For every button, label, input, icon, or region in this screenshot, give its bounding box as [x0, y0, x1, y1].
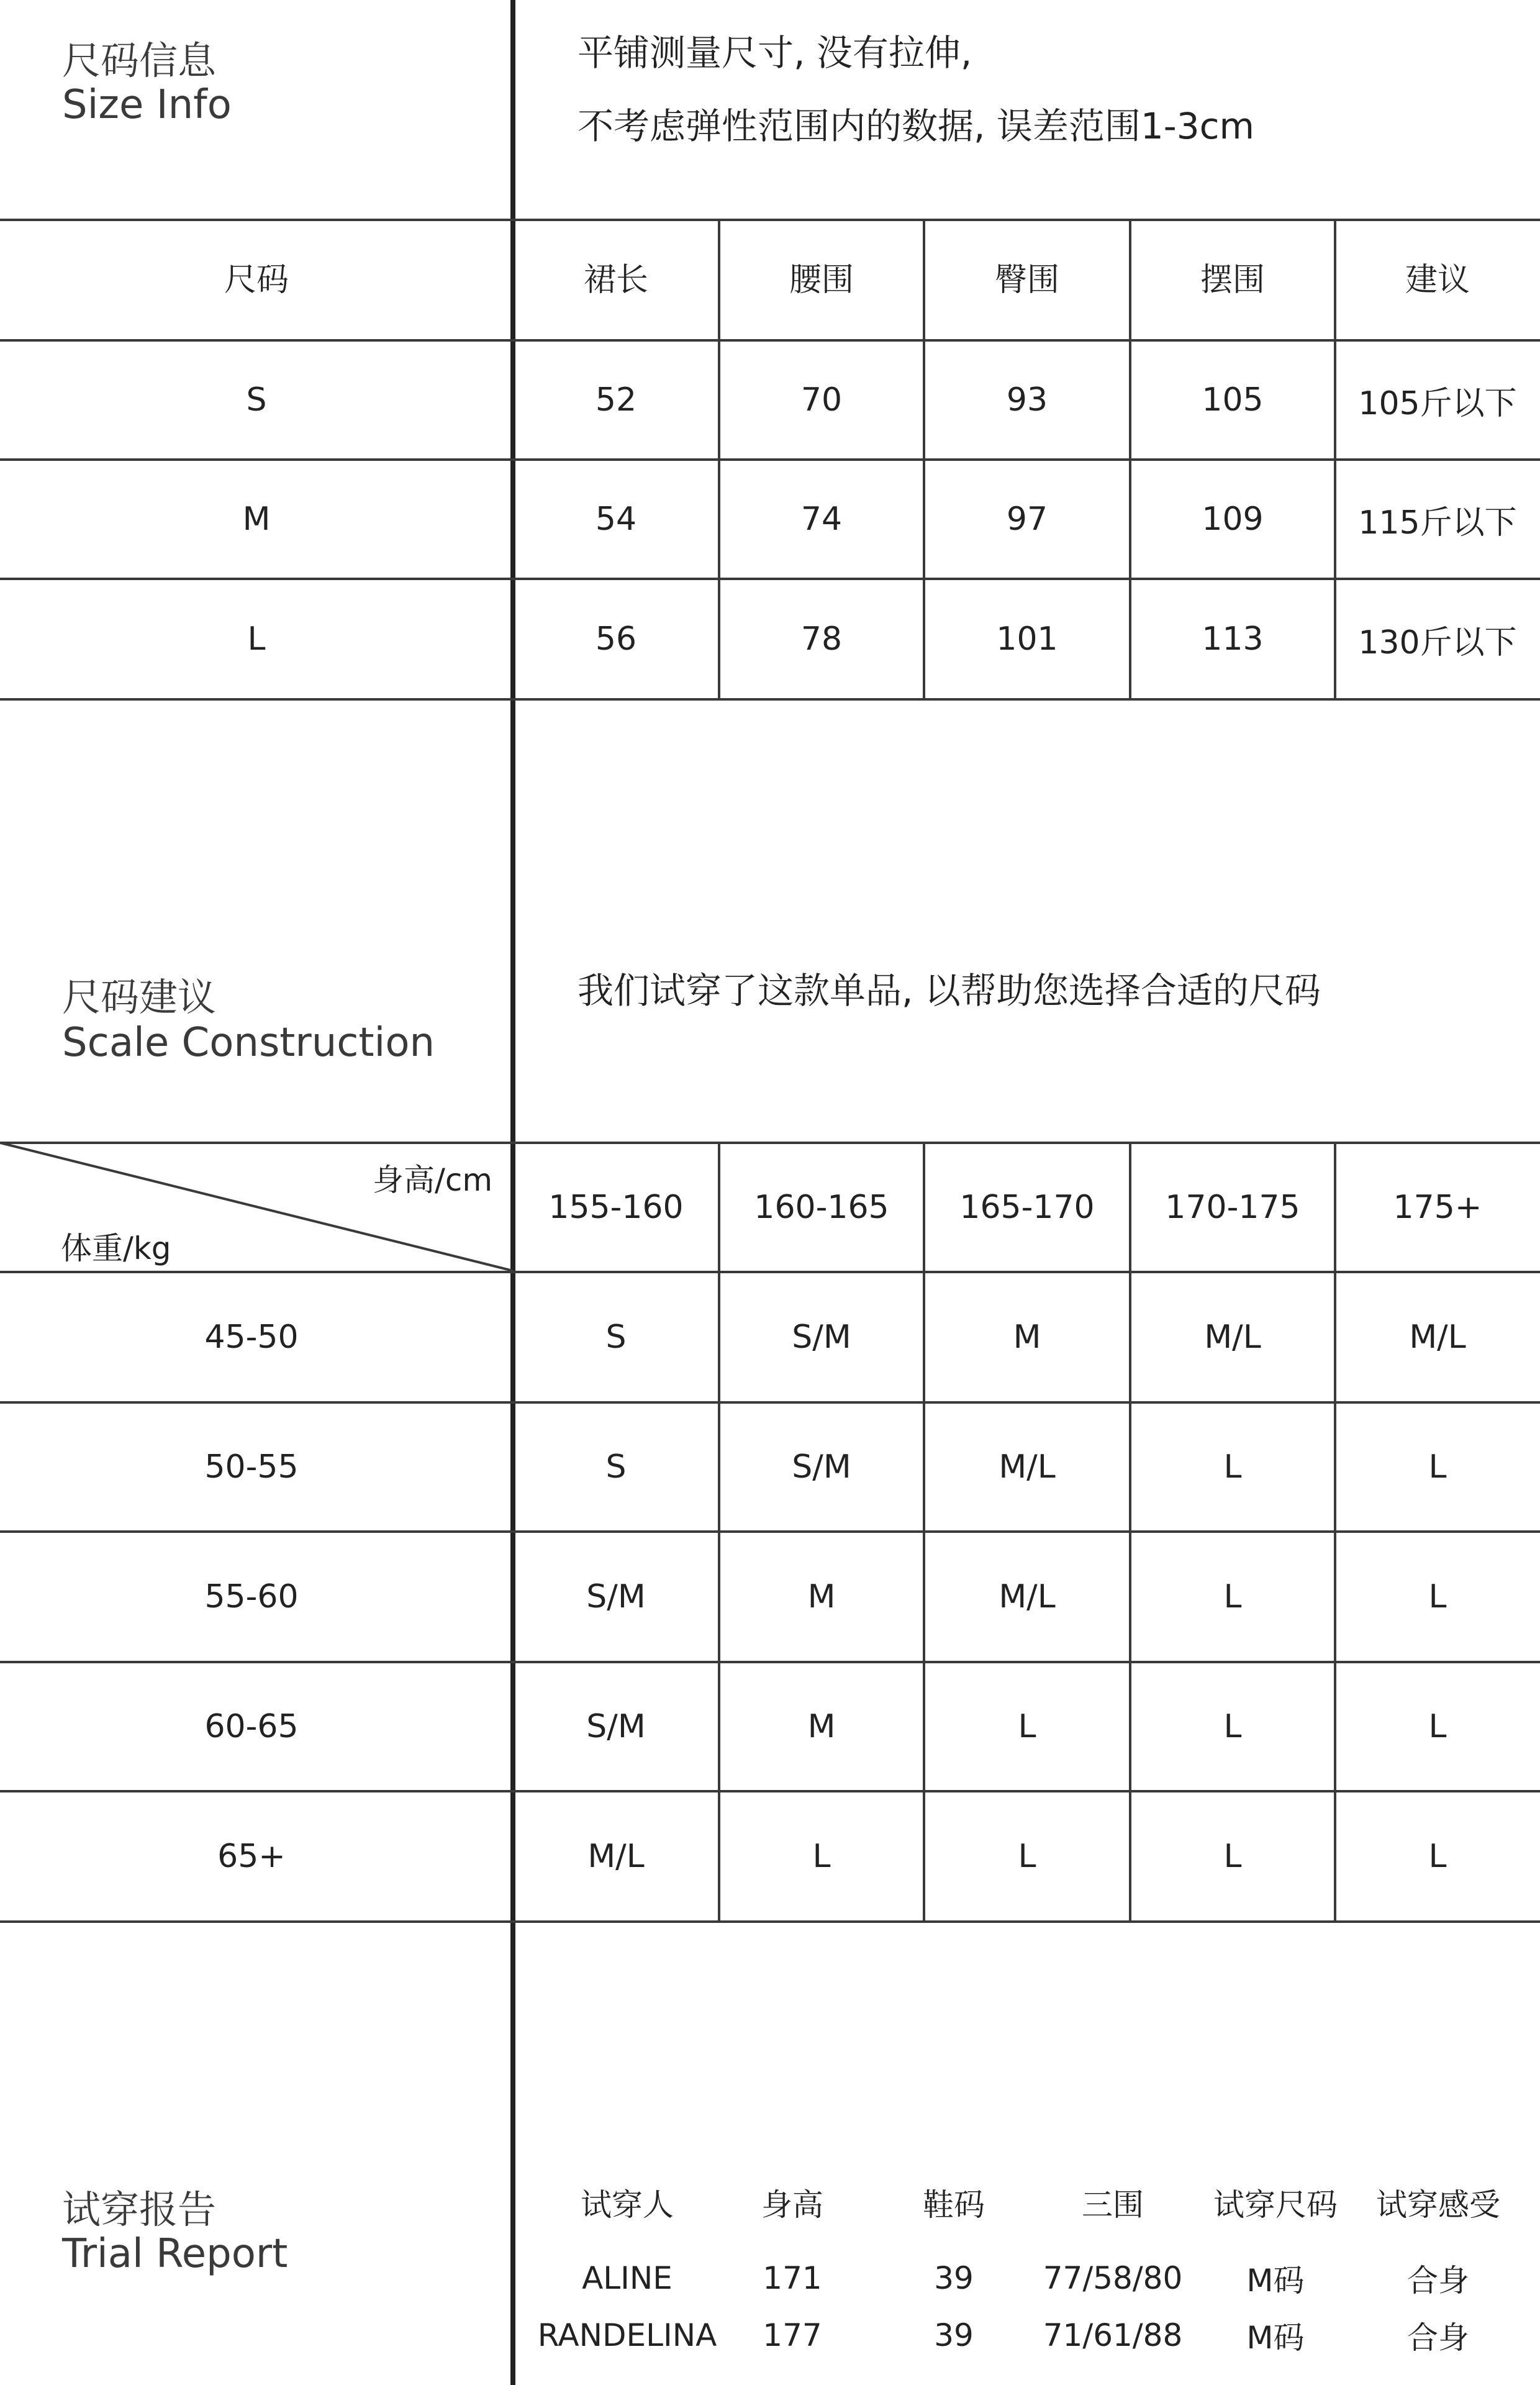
recommended-size-cell: S/M	[586, 1708, 646, 1745]
trial-header-cell: 三围	[1082, 2187, 1144, 2223]
trial-cell: RANDELINA	[537, 2317, 717, 2353]
size-cell: 78	[800, 620, 843, 658]
size-cell: 97	[1006, 501, 1048, 538]
recommended-size-cell: L	[1428, 1448, 1447, 1486]
size-info-note-line2: 不考虑弹性范围内的数据, 误差范围1-3cm	[578, 105, 1254, 147]
recommended-size-cell: S	[605, 1319, 627, 1356]
recommended-size-cell: L	[1428, 1578, 1447, 1615]
recommended-size-cell: L	[1223, 1838, 1242, 1875]
recommended-size-cell: S	[605, 1448, 627, 1486]
height-range-header: 175+	[1393, 1189, 1482, 1226]
diagonal-header-line	[0, 1142, 513, 1273]
scale-title-cn: 尺码建议	[62, 974, 217, 1020]
trial-cell: M码	[1246, 2263, 1305, 2299]
size-cell: 115斤以下	[1358, 504, 1517, 542]
weight-range-label: 60-65	[204, 1708, 299, 1745]
size-cell: 105斤以下	[1358, 384, 1517, 422]
size-cell: 109	[1202, 501, 1264, 538]
recommended-size-cell: M/L	[1409, 1319, 1466, 1356]
recommended-size-cell: L	[1223, 1708, 1242, 1745]
height-range-header: 165-170	[959, 1189, 1095, 1226]
trial-cell: 171	[763, 2260, 822, 2296]
size-info-title-cn: 尺码信息	[62, 38, 217, 83]
size-cell: 54	[595, 501, 637, 538]
recommended-size-cell: L	[1018, 1838, 1036, 1875]
size-cell: L	[247, 620, 266, 658]
size-cell: M	[242, 501, 271, 538]
recommended-size-cell: M/L	[999, 1578, 1056, 1615]
trial-cell: 合身	[1407, 2263, 1469, 2299]
size-cell: 74	[800, 501, 843, 538]
trial-cell: 177	[763, 2317, 822, 2353]
size-cell: 56	[595, 620, 637, 658]
size-cell: 101	[996, 620, 1058, 658]
scale-title-en: Scale Construction	[62, 1020, 435, 1066]
recommended-size-cell: L	[812, 1838, 831, 1875]
size-cell: 130斤以下	[1358, 624, 1517, 661]
size-header-cell: 尺码	[224, 261, 289, 299]
weight-range-label: 45-50	[204, 1319, 299, 1356]
weight-range-label: 50-55	[204, 1448, 299, 1486]
weight-axis-label: 体重/kg	[61, 1230, 171, 1266]
trial-title-en: Trial Report	[62, 2231, 288, 2277]
scale-note: 我们试穿了这款单品, 以帮助您选择合适的尺码	[578, 970, 1321, 1012]
recommended-size-cell: L	[1428, 1708, 1447, 1745]
recommended-size-cell: L	[1018, 1708, 1036, 1745]
weight-range-label: 55-60	[204, 1578, 299, 1615]
size-cell: 70	[800, 381, 843, 419]
trial-cell: 39	[934, 2317, 974, 2353]
trial-header-cell: 试穿人	[581, 2187, 674, 2223]
trial-header-cell: 鞋码	[923, 2187, 985, 2223]
size-cell: 113	[1202, 620, 1264, 658]
trial-cell: M码	[1246, 2320, 1305, 2356]
recommended-size-cell: S/M	[792, 1448, 851, 1486]
trial-title-cn: 试穿报告	[62, 2187, 217, 2232]
trial-header-cell: 试穿尺码	[1213, 2187, 1338, 2223]
height-range-header: 160-165	[754, 1189, 889, 1226]
recommended-size-cell: M	[807, 1578, 836, 1615]
size-header-cell: 腰围	[789, 261, 854, 299]
size-header-cell: 建议	[1405, 261, 1470, 299]
size-cell: 105	[1202, 381, 1264, 419]
size-cell: S	[246, 381, 267, 419]
recommended-size-cell: S/M	[586, 1578, 646, 1615]
recommended-size-cell: L	[1223, 1448, 1242, 1486]
size-cell: 52	[595, 381, 637, 419]
size-header-cell: 臀围	[994, 261, 1059, 299]
trial-header-cell: 试穿感受	[1376, 2187, 1500, 2223]
recommended-size-cell: M	[1013, 1319, 1041, 1356]
size-cell: 93	[1006, 381, 1048, 419]
trial-cell: 合身	[1407, 2320, 1469, 2356]
trial-header-cell: 身高	[761, 2187, 823, 2223]
trial-cell: ALINE	[582, 2260, 673, 2296]
recommended-size-cell: M/L	[1204, 1319, 1261, 1356]
recommended-size-cell: M/L	[587, 1838, 645, 1875]
trial-cell: 77/58/80	[1043, 2260, 1183, 2296]
trial-cell: 39	[934, 2260, 974, 2296]
height-range-header: 155-160	[548, 1189, 684, 1226]
size-info-note-line1: 平铺测量尺寸, 没有拉伸,	[578, 32, 972, 74]
size-header-cell: 摆围	[1200, 261, 1265, 299]
height-range-header: 170-175	[1165, 1189, 1300, 1226]
trial-cell: 71/61/88	[1043, 2317, 1183, 2353]
recommended-size-cell: S/M	[792, 1319, 851, 1356]
size-info-title-en: Size Info	[62, 82, 232, 128]
recommended-size-cell: M/L	[999, 1448, 1056, 1486]
recommended-size-cell: M	[807, 1708, 836, 1745]
size-header-cell: 裙长	[583, 261, 648, 299]
recommended-size-cell: L	[1428, 1838, 1447, 1875]
weight-range-label: 65+	[217, 1838, 286, 1875]
recommended-size-cell: L	[1223, 1578, 1242, 1615]
height-axis-label: 身高/cm	[373, 1162, 493, 1198]
